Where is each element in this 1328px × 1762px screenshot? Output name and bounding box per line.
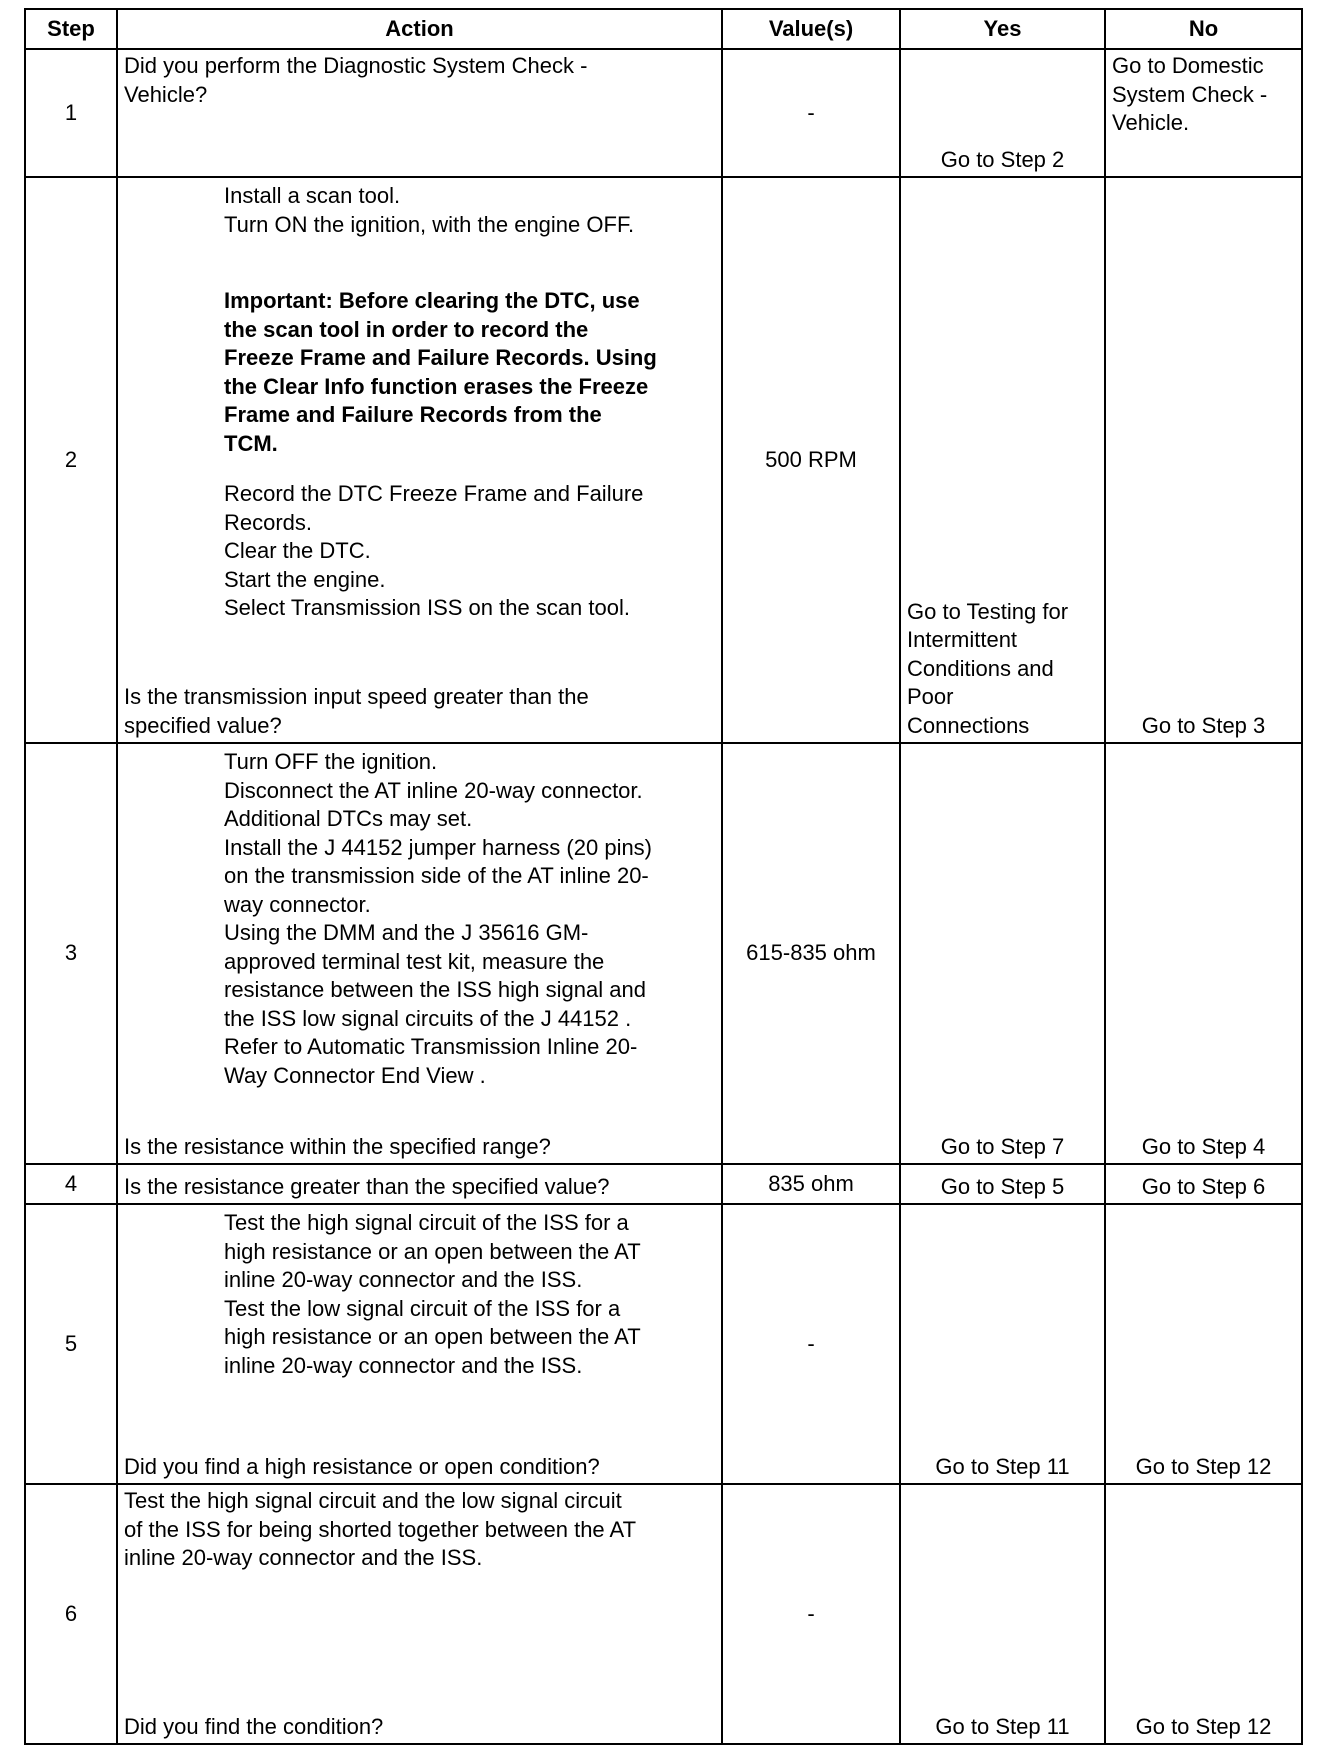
yes-cell: [900, 1484, 1105, 1744]
action-step: high resistance or an open between the AT: [224, 1238, 641, 1264]
step-number: 4: [25, 1164, 117, 1204]
yes-link[interactable]: Go to Step 11: [935, 1713, 1070, 1739]
yes-line: Conditions and: [907, 655, 1054, 681]
action-step: resistance between the ISS high signal and: [224, 977, 646, 1002]
action-step: Record the DTC Freeze Frame and Failure: [224, 481, 644, 506]
no-link[interactable]: Go to Step 6: [1141, 1173, 1266, 1199]
action-cell: [117, 1164, 722, 1204]
yes-cell: [900, 49, 1105, 177]
value-cell: -: [722, 1484, 900, 1744]
yes-link[interactable]: [907, 598, 1100, 741]
yes-cell: [900, 177, 1105, 743]
action-step: Clear the DTC.: [224, 538, 371, 563]
value-cell: -: [722, 49, 900, 177]
value-cell: -: [722, 1204, 900, 1484]
action-step: Test the high signal circuit of the ISS for a: [224, 1210, 629, 1235]
yes-cell: [900, 743, 1105, 1164]
action-line: Vehicle?: [124, 81, 208, 107]
action-step: Additional DTCs may set.: [224, 806, 473, 831]
action-step: Turn OFF the ignition.: [224, 749, 438, 774]
yes-line: Poor: [907, 684, 954, 709]
action-step-list: [118, 748, 721, 1090]
no-cell: [1105, 743, 1302, 1164]
no-line: Vehicle.: [1112, 110, 1190, 135]
step-number: 2: [25, 177, 117, 743]
step-number: 1: [25, 49, 117, 177]
action-step: Install the J 44152 jumper harness (20 pins): [224, 834, 653, 860]
action-question: Is the resistance greater than the specified value?: [124, 1173, 610, 1199]
action-cell: [117, 1204, 722, 1484]
header-row: [25, 9, 1302, 49]
step-number: 3: [25, 743, 117, 1164]
action-step: Install a scan tool.: [224, 183, 401, 208]
yes-cell: [900, 1204, 1105, 1484]
action-cell: [117, 49, 722, 177]
table-row: [25, 1484, 1302, 1744]
action-step: the ISS low signal circuits of the J 44152 .: [224, 1005, 632, 1031]
no-line: Go to Domestic: [1112, 53, 1264, 78]
action-line: of the ISS for being shorted together between the AT: [124, 1516, 637, 1542]
action-step: way connector.: [224, 891, 371, 917]
yes-line: Connections: [907, 712, 1030, 738]
yes-line: Go to Testing for: [907, 598, 1069, 624]
no-link[interactable]: Go to Step 12: [1135, 1453, 1272, 1479]
header-yes: Yes: [900, 9, 1105, 49]
table-row: [25, 49, 1302, 177]
value-cell: 500 RPM: [722, 177, 900, 743]
action-question: Is the resistance within the specified range?: [124, 1133, 551, 1159]
no-line: System Check -: [1112, 81, 1268, 107]
no-link[interactable]: Go to Step 4: [1141, 1133, 1266, 1159]
action-step: inline 20-way connector and the ISS.: [224, 1352, 583, 1378]
step-number: 5: [25, 1204, 117, 1484]
yes-line: Intermittent: [907, 627, 1018, 652]
diagnostic-table: [24, 8, 1303, 1745]
action-question: [124, 683, 717, 740]
step-number: 6: [25, 1484, 117, 1744]
action-step: high resistance or an open between the AT: [224, 1324, 641, 1349]
important-line: the scan tool in order to record the: [224, 316, 589, 342]
table-row: [25, 1164, 1302, 1204]
header-step: Step: [25, 9, 117, 49]
action-step: approved terminal test kit, measure the: [224, 948, 605, 974]
yes-cell: [900, 1164, 1105, 1204]
action-step-list: [118, 480, 721, 623]
no-cell: [1105, 49, 1302, 177]
action-step: inline 20-way connector and the ISS.: [224, 1267, 583, 1292]
action-step: Turn ON the ignition, with the engine OFF.: [224, 211, 635, 237]
action-question: Did you find a high resistance or open condition?: [124, 1453, 600, 1479]
header-values: Value(s): [722, 9, 900, 49]
no-link[interactable]: [1112, 52, 1297, 138]
yes-link[interactable]: Go to Step 2: [940, 146, 1065, 172]
action-step: Records.: [224, 509, 313, 535]
action-text: [124, 1487, 717, 1573]
question-line: Is the transmission input speed greater than the: [124, 684, 589, 709]
header-no: No: [1105, 9, 1302, 49]
action-line: inline 20-way connector and the ISS.: [124, 1545, 483, 1570]
action-step-list: [118, 1209, 721, 1380]
yes-link[interactable]: Go to Step 11: [935, 1453, 1070, 1479]
important-note: [118, 287, 721, 458]
action-step: Select Transmission ISS on the scan tool.: [224, 595, 630, 620]
value-cell: 835 ohm: [722, 1164, 900, 1204]
table-row: [25, 743, 1302, 1164]
table-row: [25, 177, 1302, 743]
no-cell: [1105, 1204, 1302, 1484]
action-cell: [117, 743, 722, 1164]
action-question: Did you find the condition?: [124, 1713, 384, 1739]
no-cell: [1105, 177, 1302, 743]
important-line: the Clear Info function erases the Freeze: [224, 373, 649, 399]
action-step: Using the DMM and the J 35616 GM-: [224, 920, 589, 945]
action-step: Test the low signal circuit of the ISS for a: [224, 1295, 621, 1321]
action-step-list: [118, 182, 721, 239]
action-step: Refer to Automatic Transmission Inline 20-: [224, 1034, 638, 1059]
action-step: Start the engine.: [224, 566, 386, 592]
important-line: TCM.: [224, 430, 278, 456]
no-cell: [1105, 1164, 1302, 1204]
action-cell: [117, 177, 722, 743]
important-line: Freeze Frame and Failure Records. Using: [224, 345, 657, 370]
yes-link[interactable]: Go to Step 7: [940, 1133, 1065, 1159]
action-step: on the transmission side of the AT inline 20-: [224, 863, 649, 888]
no-cell: [1105, 1484, 1302, 1744]
action-step: Disconnect the AT inline 20-way connector.: [224, 777, 643, 803]
no-link[interactable]: Go to Step 3: [1141, 712, 1266, 738]
value-cell: 615-835 ohm: [722, 743, 900, 1164]
table-row: [25, 1204, 1302, 1484]
important-line: Frame and Failure Records from the: [224, 402, 602, 427]
action-line: Did you perform the Diagnostic System Check -: [124, 53, 588, 78]
yes-link[interactable]: Go to Step 5: [940, 1173, 1065, 1199]
action-line: Test the high signal circuit and the low signal circuit: [124, 1488, 622, 1513]
important-line: Important: Before clearing the DTC, use: [224, 288, 640, 313]
question-line: specified value?: [124, 712, 282, 738]
action-step: Way Connector End View .: [224, 1062, 486, 1088]
header-action: Action: [117, 9, 722, 49]
action-cell: [117, 1484, 722, 1744]
no-link[interactable]: Go to Step 12: [1135, 1713, 1272, 1739]
